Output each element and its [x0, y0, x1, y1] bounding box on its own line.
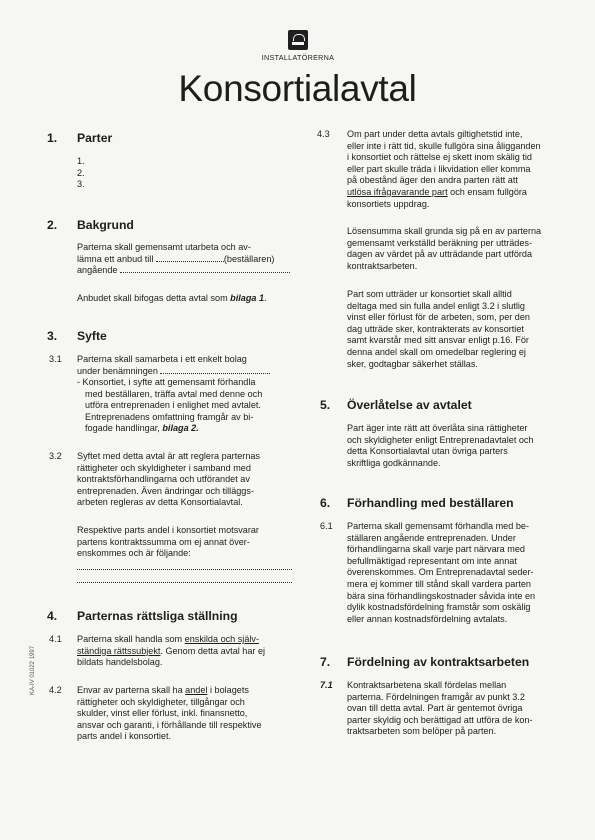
fill-line-1 [77, 569, 292, 570]
section-4-number: 4. [47, 609, 58, 623]
clause-3-2-andel: Respektive parts andel i konsortiet motsvarar partens kontraktssumma om ej annat över- enskommes och är följande: [77, 525, 259, 559]
section-5-number: 5. [320, 398, 331, 412]
section-6-heading: Förhandling med beställaren [347, 496, 514, 510]
section-3-heading: Syfte [77, 329, 107, 343]
section-1-number: 1. [47, 131, 58, 145]
side-code: KA-IV 01022 1997 [30, 645, 36, 695]
installatorerna-logo-icon [288, 30, 308, 50]
clause-3-1-konsortiet: - Konsortiet, i syfte att gemensamt förhandla med beställaren, träffa avtal med denne och utföra entreprenaden i enlighet med avtalet. Entreprenadens omfattning framgår av bi- fogade handlingar, bilaga 2. [77, 377, 263, 434]
clause-4-3-utträde: Part som utträder ur konsortiet skall alltid deltaga med sin fulla andel enligt 3.2 i slutlig vinst eller förlust för de arbeten, som, per den dag utträde sker, kontrakterats av konsortiet samt kvarstår med sitt ansvar enligt p.16. För denna andel skall om omedelbar reglering ej sker, godtagbar säkerhet ställas. [347, 289, 530, 369]
clause-4-1-text: Parterna skall handla som enskilda och själv- ständiga rättssubjekt. Genom detta avtal har ej bildats handelsbolag. [77, 634, 266, 668]
clause-6-1-text: Parterna skall gemensamt förhandla med be- ställaren angående entreprenaden. Under förhandlingarna skall varje part närvara med befullmäktigad representant om inte annat överenskommes. Om Entreprenadavtal seder- mera ej kommer till stånd skall vardera parten bära sina förhandlingskostnader såvida inte en dylik kostnadsfördelning framstår som oskälig eller annan kostnadsfördelning avtalats. [347, 521, 536, 624]
section-2-number: 2. [47, 218, 58, 232]
clause-4-2-text: Envar av parterna skall ha andel i bolagets rättigheter och skyldigheter, tillgångar och skulder, vinst eller förlust, inkl. finansnetto, ansvar och garanti, i förhållande till respektive parts andel i konsortiet. [77, 685, 262, 742]
section-7-number: 7. [320, 655, 331, 669]
clause-4-2-number: 4.2 [49, 685, 62, 695]
bakgrund-bilaga: Anbudet skall bifogas detta avtal som bilaga 1. [77, 293, 267, 303]
parter-item-1: 1. [77, 156, 85, 166]
bakgrund-paragraph: Parterna skall gemensamt utarbeta och av- lämna ett anbud till (beställaren) angående [77, 242, 292, 277]
clause-6-1-number: 6.1 [320, 521, 333, 531]
page-title: Konsortialavtal [178, 68, 417, 109]
clause-3-2-text: Syftet med detta avtal är att reglera parternas rättigheter och skyldigheter i samband med kontraktsförhandlingarna och utförandet av entreprenaden. Även ändringar och tilläggs- arbeten regleras av detta Konsortialavtal. [77, 451, 260, 508]
logo-text: INSTALLATÖRERNA [261, 53, 335, 62]
section-6-number: 6. [320, 496, 331, 510]
clause-4-1-number: 4.1 [49, 634, 62, 644]
clause-4-3-losensumma: Lösensumma skall grunda sig på en av parterna gemensamt verkställd beräkning per utträdes- dagen av värdet på av utträdande part utförda kontraktsarbeten. [347, 226, 542, 271]
clause-7-1-text: Kontraktsarbetena skall fördelas mellan parterna. Fördelningen framgår av punkt 3.2 ovan till detta avtal. Part är gentemot övriga parter skyldig och berättigad att utföra de kon- traktsarbeten som belöper på parten. [347, 680, 533, 737]
clause-7-1-number: 7.1 [320, 680, 333, 690]
section-5-text: Part äger inte rätt att överlåta sina rättigheter och skyldigheter enligt Entreprenadavtalet och detta Konsortialavtal utan övriga parters skriftliga godkännande. [347, 423, 534, 468]
clause-3-1-text: Parterna skall samarbeta i ett enkelt bolag under benämningen [77, 354, 292, 377]
parter-item-2: 2. [77, 167, 85, 178]
parter-item-3: 3. [77, 179, 85, 190]
clause-3-2-number: 3.2 [49, 451, 62, 461]
section-4-heading: Parternas rättsliga ställning [77, 609, 238, 623]
section-7-heading: Fördelning av kontraktsarbeten [347, 655, 530, 669]
section-2-heading: Bakgrund [77, 218, 134, 232]
section-1-heading: Parter [77, 131, 113, 145]
parter-list [77, 156, 85, 191]
clause-3-1-number: 3.1 [49, 354, 62, 364]
clause-4-3-text: Om part under detta avtals giltighetstid inte, eller inte i rätt tid, skulle fullgöra sina åligganden i konsortiet och rättelse ej skett inom skälig tid eller part skulle träda i likvidation eller komma på obestånd äger den andra parten rätt att utlösa ifrågavarande part och ensam fullgöra konsortiets uppdrag. [347, 129, 541, 209]
section-5-heading: Överlåtelse av avtalet [347, 398, 472, 412]
clause-4-3-number: 4.3 [317, 129, 330, 139]
fill-line-2 [77, 582, 292, 583]
section-3-number: 3. [47, 329, 58, 343]
